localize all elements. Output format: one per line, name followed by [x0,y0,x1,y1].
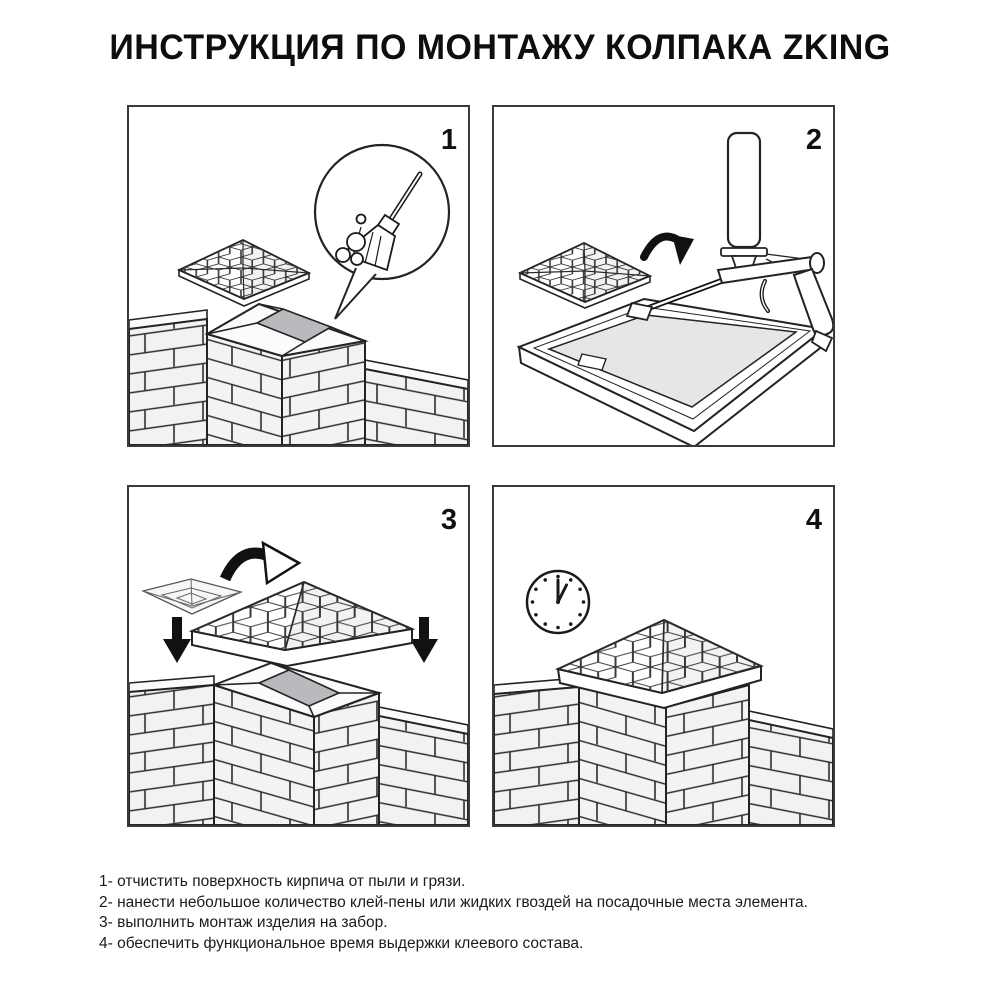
inverted-cap-small [143,579,241,614]
page-title: ИНСТРУКЦИЯ ПО МОНТАЖУ КОЛПАКА ZKING [109,28,891,67]
brick-wall-right [749,711,833,825]
instruction-list [99,872,979,954]
brick-pillar [207,304,365,445]
panel-step-2 [492,105,835,447]
foam-canister [728,133,760,247]
panel-step-3 [127,485,470,827]
instruction-line-4: 4- обеспечить функциональное время выдержки клеевого состава. [99,934,584,952]
instruction-line-2: 2- нанести небольшое количество клей-пены или жидких гвоздей на посадочные места элемента. [99,893,808,911]
flip-arrow-icon [644,235,694,265]
brick-wall-left [129,310,207,445]
brick-wall-right [379,707,468,825]
panel-number: 1 [440,124,457,156]
chimney-cap [179,240,309,306]
flip-arrow-icon [225,543,299,583]
panel-number: 4 [805,504,822,536]
instruction-line-1: 1- отчистить поверхность кирпича от пыли и грязи. [99,873,466,890]
panel-number: 2 [805,124,822,156]
brick-wall-left [494,678,579,825]
clock-icon [527,571,589,633]
brick-wall-right [365,360,468,445]
brick-pillar [214,663,379,825]
panel-number: 3 [440,504,457,536]
chimney-cap-small [520,243,650,308]
instruction-line-3: 3- выполнить монтаж изделия на забор. [99,914,388,932]
panel-step-1 [127,105,470,447]
panel-step-4 [492,485,835,827]
brick-wall-left [129,676,214,825]
inverted-cap-tray [519,299,824,445]
